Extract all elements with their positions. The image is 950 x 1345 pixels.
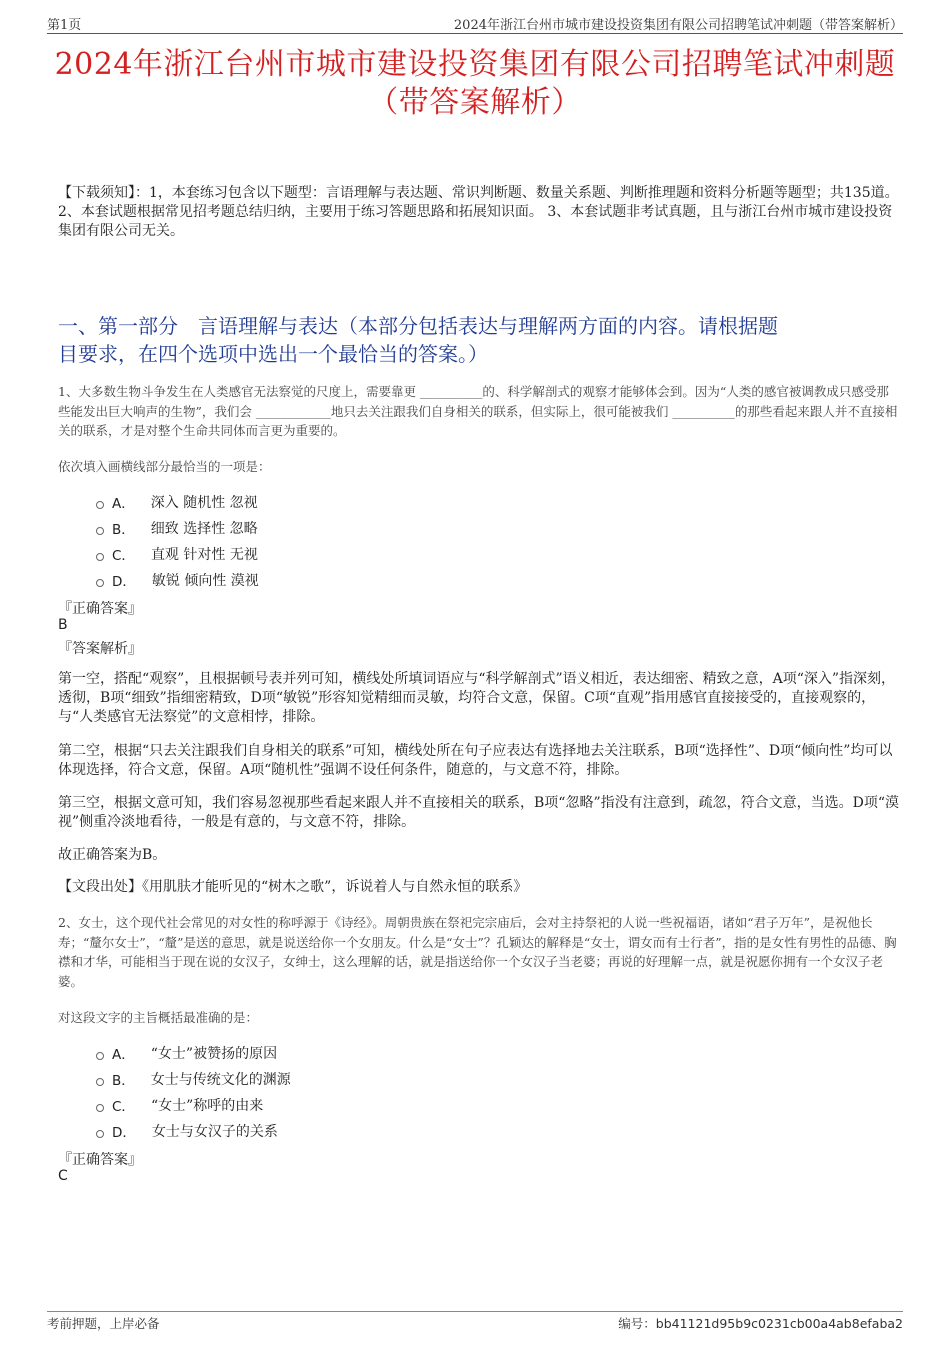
question-1-option-c[interactable] [96, 544, 258, 564]
footer-slogan: 考前押题，上岸必备 [47, 1316, 160, 1331]
footer-code-label: 编号： [618, 1316, 656, 1331]
radio-icon[interactable] [96, 501, 104, 509]
question-2-answer: C [58, 1168, 68, 1184]
question-2-prompt: 对这段文字的主旨概括最准确的是： [58, 1010, 259, 1025]
radio-icon[interactable] [96, 1104, 104, 1112]
question-2-option-a[interactable] [96, 1043, 277, 1063]
option-letter: D． [112, 574, 136, 590]
header-divider [47, 33, 903, 34]
option-letter: A． [112, 1047, 135, 1063]
footer-code [618, 1314, 903, 1332]
section-heading [58, 312, 900, 368]
analysis-conclusion: 故正确答案为B。 [58, 847, 167, 863]
radio-icon[interactable] [96, 553, 104, 561]
question-1-answer-label: 『正确答案』 [58, 601, 142, 617]
question-2-answer-label: 『正确答案』 [58, 1152, 142, 1168]
analysis-paragraph-3: 第三空，根据文意可知，我们容易忽视那些看起来跟人并不直接相关的联系，B项“忽略”指没有注意到，疏忽，符合文意，当选。D项“漠视”侧重冷淡地看待，一般是有意的，与文意不符，排除。 [58, 795, 899, 830]
option-letter: C． [112, 548, 135, 564]
option-letter: B． [112, 1073, 135, 1089]
question-1-answer: B [58, 617, 68, 633]
radio-icon[interactable] [96, 527, 104, 535]
option-letter: A． [112, 496, 135, 512]
question-1-option-d[interactable] [96, 570, 259, 590]
option-text: “女士”被赞扬的原因 [150, 1046, 278, 1062]
header-doc-title: 2024年浙江台州市城市建设投资集团有限公司招聘笔试冲刺题（带答案解析） [453, 18, 903, 33]
section-heading-line2: 目要求，在四个选项中选出一个最恰当的答案。） [58, 342, 488, 366]
option-text: 细致 选择性 忽略 [150, 521, 258, 537]
radio-icon[interactable] [96, 1052, 104, 1060]
section-heading-line1: 一、第一部分 言语理解与表达（本部分包括表达与理解两方面的内容。请根据题 [58, 314, 778, 338]
analysis-source: 【文段出处】《用肌肤才能听见的“树木之歌”，诉说着人与自然永恒的联系》 [58, 879, 528, 895]
question-2-option-b[interactable] [96, 1069, 291, 1089]
option-text: 直观 针对性 无视 [150, 547, 258, 563]
question-1-analysis-label: 『答案解析』 [58, 641, 142, 657]
option-text: 女士与女汉子的关系 [151, 1124, 278, 1140]
question-2-option-d[interactable] [96, 1121, 278, 1141]
option-text: 深入 随机性 忽视 [150, 495, 258, 511]
option-letter: B． [112, 522, 135, 538]
footer-divider [47, 1311, 903, 1312]
analysis-paragraph-1: 第一空，搭配“观察”，且根据顿号表并列可知，横线处所填词语应与“科学解剖式”语义相近，表达细密、精致之意，A项“深入”指深刻，透彻，B项“细致”指细密精致，D项“敏锐”形容知觉精细而灵敏，均符合文意，保留。C项“直观”指用感官直接接受的，直接观察的，与“人类感官无法察觉”的文意相悖，排除。 [58, 671, 896, 725]
option-text: 女士与传统文化的渊源 [150, 1072, 291, 1088]
page-number: 第1页 [47, 18, 82, 33]
page-title-line2: （带答案解析） [368, 85, 582, 120]
radio-icon[interactable] [96, 579, 104, 587]
option-text: 敏锐 倾向性 漠视 [151, 573, 259, 589]
analysis-paragraph-2: 第二空，根据“只去关注跟我们自身相关的联系”可知，横线处所在句子应表达有选择地去关注联系，B项“选择性”、D项“倾向性”均可以体现选择，符合文意，保留。A项“随机性”强调不设任何条件，随意的，与文意不符，排除。 [58, 743, 893, 778]
radio-icon[interactable] [96, 1130, 104, 1138]
option-letter: C． [112, 1099, 135, 1115]
download-notice: 【下载须知】：1，本套练习包含以下题型：言语理解与表达题、常识判断题、数量关系题、判断推理题和资料分析题等题型；共135道。 2、本套试题根据常见招考题总结归纳，主要用于练习答题思路和拓展知识面。 3、本套试题非考试真题，且与浙江台州市城市建设投资集团有限公司无关。 [58, 185, 899, 239]
footer-code-value: bb41121d95b9c0231cb00a4ab8efaba2 [655, 1316, 903, 1331]
option-text: “女士”称呼的由来 [150, 1098, 264, 1114]
question-1-text: 1、大多数生物斗争发生在人类感官无法察觉的尺度上，需要靠更 __________的、科学解剖式的观察才能够体会到。因为“人类的感官被调教成只感受那些能发出巨大响声的生物”，我们会 ____________地只去关注跟我们自身相关的联系，但实际上，很可能被我们 __________的那些看起来跟人并不直接相关的联系，才是对整个生命共同体而言更为重要的。 [58, 384, 898, 438]
page-title [47, 46, 903, 122]
question-1-prompt: 依次填入画横线部分最恰当的一项是： [58, 459, 271, 474]
question-2-option-c[interactable] [96, 1095, 263, 1115]
option-letter: D． [112, 1125, 136, 1141]
question-1-option-b[interactable] [96, 518, 258, 538]
radio-icon[interactable] [96, 1078, 104, 1086]
question-1-option-a[interactable] [96, 492, 258, 512]
page-title-line1: 2024年浙江台州市城市建设投资集团有限公司招聘笔试冲刺题 [54, 47, 896, 82]
question-2-text: 2、女士，这个现代社会常见的对女性的称呼源于《诗经》。周朝贵族在祭祀完宗庙后，会对主持祭祀的人说一些祝福语，诸如“君子万年”，是祝他长寿；“釐尔女士”，“釐”是送的意思，就是说送给你一个女朋友。什么是“女士”？孔颖达的解释是“女士，谓女而有士行者”，指的是女性有男性的品德、胸襟和才华，可能相当于现在说的女汉子，女绅士，这么理解的话，就是指送给你一个女汉子当老婆；再说的好理解一点，就是祝愿你拥有一个女汉子老婆。 [58, 915, 897, 989]
